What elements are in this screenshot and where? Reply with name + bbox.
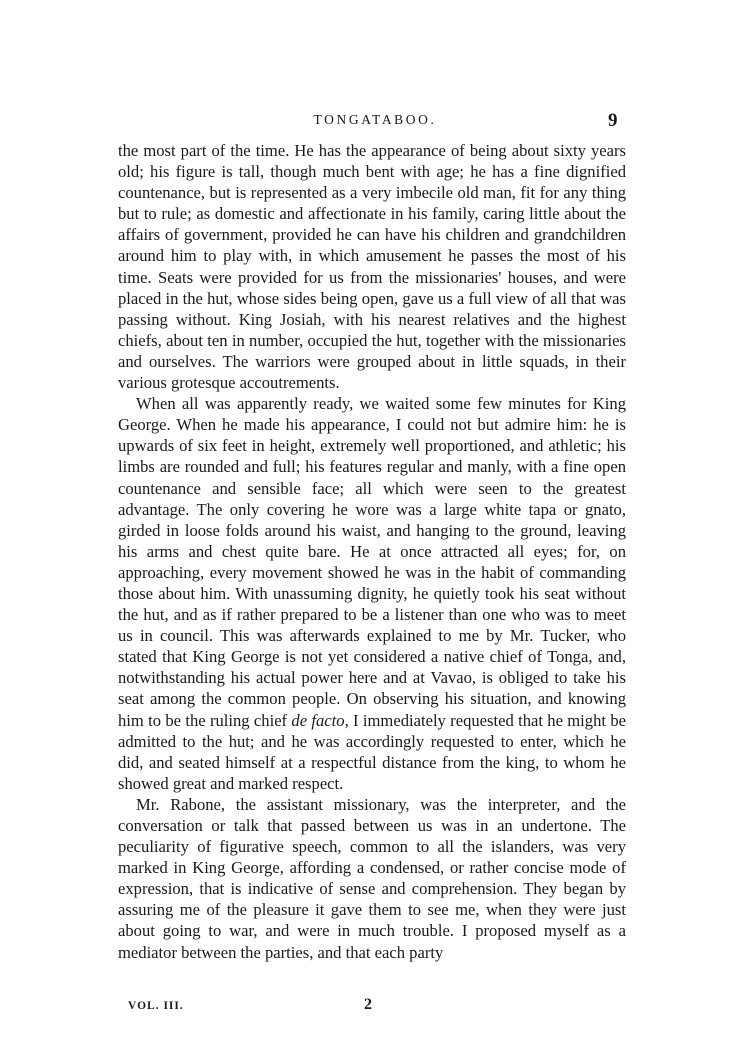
paragraph-text: Mr. Rabone, the assistant missionary, was the interpreter, and the conversation or talk that passed between us was in an undertone. The peculiarity of figurative speech, common to all the islanders, was very marked in King George, affording a condensed, or rather concise mode of expression, that is indicative of sense and comprehension. They began by assuring me of the pleasure it gave them to see me, when they were just about going to war, and were in much trouble. I proposed myself as a mediator between the parties, and that each party — [118, 794, 626, 962]
paragraph-1 — [118, 140, 626, 393]
page-number: 9 — [608, 110, 618, 131]
paragraph-text: the most part of the time. He has the appearance of being about sixty years old; his figure is tall, though much bent with age; he has a fine dignified countenance, but is represented as a very imbecile old man, fit for any thing but to rule; as domestic and affectionate in his family, caring little about the affairs of government, provided he can have his children and grandchildren around him to play with, in which amusement he passes the most of his time. Seats were provided for us from the missionaries' houses, and were placed in the hut, whose sides being open, gave us a full view of all that was passing without. King Josiah, with his nearest relatives and the highest chiefs, about ten in number, occupied the hut, together with the missionaries and ourselves. The warriors were grouped about in little squads, in their various grotesque accoutrements. — [118, 141, 626, 393]
paragraph-2 — [118, 393, 626, 794]
italic-phrase: de facto, — [291, 710, 349, 730]
paragraph-text: When all was apparently ready, we waited some few minutes for King George. When he made his appearance, I could not but admire him: he is upwards of six feet in height, extremely well proportioned, and athletic; his limbs are rounded and full; his features regular and manly, with a fine open countenance and sensible face; all which were seen to the greatest advantage. The only covering he wore was a large white tapa or gnato, girded in loose folds around his waist, and hanging to the ground, leaving his arms and chest quite bare. He at once attracted all eyes; for, on approaching, every movement showed he was in the habit of commanding those about him. With unassuming dignity, he quietly took his seat without the hut, and as if rather prepared to be a listener than one who was to meet us in council. This was afterwards explained to me by Mr. Tucker, who stated that King George is not yet considered a native chief of Tonga, and, notwithstanding his actual power here and at Vavao, is obliged to take his seat among the common people. On observing his situation, and knowing him to be the ruling chief — [118, 394, 626, 730]
body-text — [118, 140, 626, 963]
paragraph-text: I immediately requested that he might be admitted to the hut; and he was accordingly requested to enter, which he did, and seated himself at a respectful distance from the king, to whom he showed great and marked respect. — [118, 710, 626, 793]
running-title: TONGATABOO. — [313, 112, 437, 127]
paragraph-3 — [118, 794, 626, 963]
sheet-signature: 2 — [364, 996, 372, 1013]
volume-signature: VOL. III. — [128, 1000, 184, 1012]
